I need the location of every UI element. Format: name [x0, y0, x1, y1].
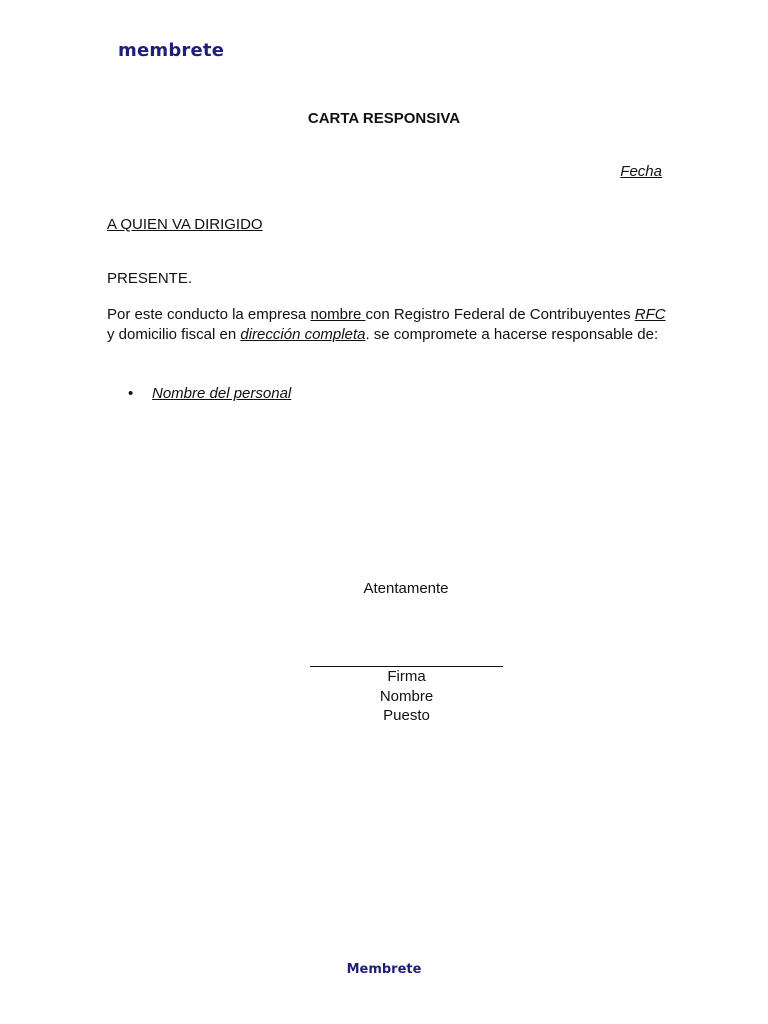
body-text-part4: . se compromete a hacerse responsable de: [365, 326, 659, 343]
header-letterhead: membrete [118, 40, 225, 61]
list-item: Nombre del personal [152, 385, 292, 402]
address-placeholder: dirección completa [240, 326, 366, 343]
bullet-list [128, 385, 291, 402]
body-text-part2: con Registro Federal de Contribuyentes [365, 306, 635, 323]
bullet-dot-icon: • [128, 385, 134, 402]
greeting: PRESENTE. [107, 270, 193, 287]
signature-label: Firma [387, 668, 426, 685]
recipient-line: A QUIEN VA DIRIGIDO [107, 216, 263, 233]
signer-name-label: Nombre [379, 687, 434, 705]
signer-position-label: Puesto [383, 707, 430, 724]
body-paragraph [107, 305, 667, 345]
date-field: Fecha [620, 163, 662, 180]
document-title: CARTA RESPONSIVA [307, 110, 461, 127]
body-text-part1: Por este conducto la empresa [107, 306, 311, 323]
company-name-placeholder: nombre [310, 306, 366, 323]
rfc-placeholder: RFC [634, 306, 666, 323]
closing-text: Atentamente [363, 580, 449, 597]
signature-line [310, 652, 503, 667]
footer-letterhead: Membrete [346, 962, 422, 977]
body-text-part3: y domicilio fiscal en [107, 326, 241, 343]
signature-block [310, 652, 503, 726]
